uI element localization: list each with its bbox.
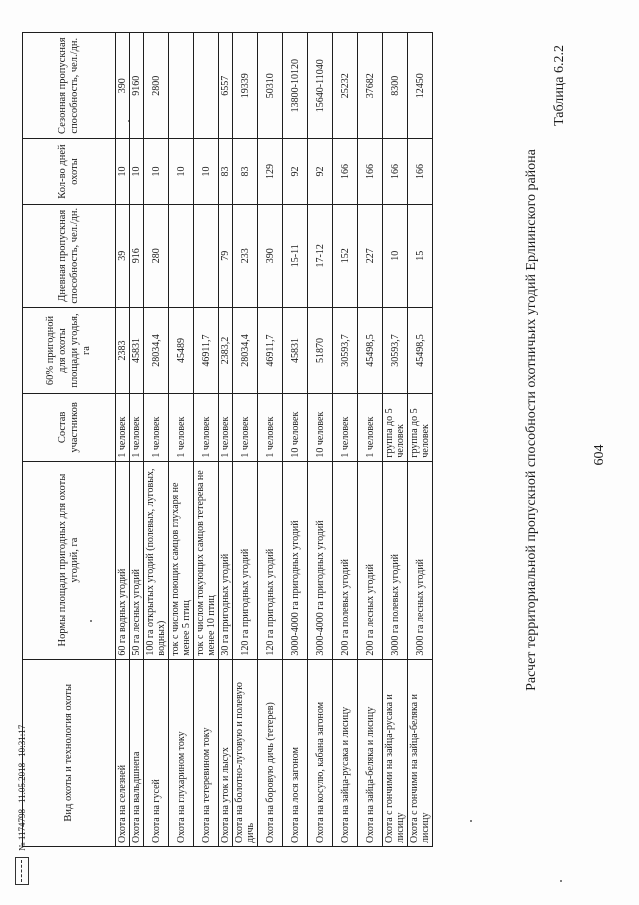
cell-area-norm: 3000 га лесных угодий [408,461,433,659]
cell-season-capacity: 13800-10120 [283,33,308,139]
cell-area-norm: 60 га водных угодий [116,461,130,659]
cell-hunt-days: 92 [308,139,333,204]
cell-hunt-type: Охота с гончими на зайца-беляка и лисицу [408,659,433,846]
cell-suitable-area: 2383 [116,307,130,393]
cell-hunt-type: Охота на селезней [116,659,130,846]
cell-hunt-days: 166 [358,139,383,204]
doc-time: 10:31:17 [17,724,27,757]
header-suitable-area: 60% пригодной для охоты площади угодья, га [23,307,116,393]
header-party: Состав участников [23,394,116,461]
table-row [194,33,219,847]
table-row [333,33,358,847]
cell-area-norm: 50 га лесных угодий [130,461,144,659]
table-row [383,33,408,847]
cell-hunt-type: Охота на уток и лысух [219,659,233,846]
cell-hunt-days: 166 [408,139,433,204]
cell-suitable-area: 45498,5 [408,307,433,393]
cell-hunt-days: 10 [194,139,219,204]
cell-hunt-days: 129 [258,139,283,204]
cell-party: 1 человек [130,394,144,461]
cell-party: 10 человек [308,394,333,461]
cell-hunt-type: Охота на глухарином току [169,659,194,846]
cell-suitable-area: 51870 [308,307,333,393]
cell-area-norm: ток с числом токующих самцов тетерева не менее 10 птиц [194,461,219,659]
table-row [116,33,130,847]
cell-hunt-type: Охота на болотно-луговую и полевую дичь [233,659,258,846]
cell-daily-capacity: 916 [130,204,144,307]
doc-date: 11.05.2018 [17,762,27,803]
cell-daily-capacity: 79 [219,204,233,307]
cell-suitable-area: 2383,2 [219,307,233,393]
capacity-table [22,32,433,847]
table-row [219,33,233,847]
cell-season-capacity: 50310 [258,33,283,139]
cell-daily-capacity: 15 [408,204,433,307]
cell-season-capacity: 9160 [130,33,144,139]
cell-hunt-type: Охота на лося загоном [283,659,308,846]
cell-party: 1 человек [219,394,233,461]
cell-season-capacity: 2800 [144,33,169,139]
cell-season-capacity: 25232 [333,33,358,139]
cell-suitable-area: 30593,7 [383,307,408,393]
cell-party: 1 человек [169,394,194,461]
cell-season-capacity: 15640-11040 [308,33,333,139]
cell-hunt-type: Охота на боровую дичь (тетерев) [258,659,283,846]
cell-hunt-days: 10 [144,139,169,204]
cell-area-norm: 3000 га полевых угодий [383,461,408,659]
table-caption: Таблица 6.2.2 [552,45,567,126]
cell-hunt-type: Охота с гончими на зайца-русака и лисицу [383,659,408,846]
page-number: 604 [592,444,607,466]
cell-hunt-days: 10 [116,139,130,204]
cell-suitable-area: 45831 [283,307,308,393]
cell-party: 1 человек [194,394,219,461]
cell-suitable-area: 46911,7 [258,307,283,393]
table-row [144,33,169,847]
cell-suitable-area: 45489 [169,307,194,393]
cell-hunt-days: 166 [383,139,408,204]
cell-daily-capacity: 233 [233,204,258,307]
table-row [258,33,283,847]
cell-area-norm: 30 га пригодных угодий [219,461,233,659]
cell-suitable-area: 30593,7 [333,307,358,393]
cell-hunt-type: Охота на тетеревином току [194,659,219,846]
header-hunt-days: Кол-во дней охоты [23,139,116,204]
cell-season-capacity: 12450 [408,33,433,139]
cell-hunt-days: 92 [283,139,308,204]
table-row [130,33,144,847]
cell-area-norm: 200 га полевых угодий [333,461,358,659]
cell-hunt-type: Охота на гусей [144,659,169,846]
cell-season-capacity [194,33,219,139]
table-title: Расчет территориальной пропускной способности охотничьих угодий Ерлиинского района [524,149,539,691]
cell-area-norm: ток с числом поющих самцов глухаря не менее 5 птиц [169,461,194,659]
cell-daily-capacity [194,204,219,307]
cell-party: 1 человек [233,394,258,461]
cell-hunt-type: Охота на вальдшнепа [130,659,144,846]
cell-suitable-area: 45498,5 [358,307,383,393]
cell-party: 1 человек [358,394,383,461]
cell-daily-capacity: 17-12 [308,204,333,307]
cell-season-capacity: 8300 [383,33,408,139]
cell-party: 1 человек [144,394,169,461]
header-season-capacity: Сезонная пропускная способность, чел./дн. [23,33,116,139]
cell-suitable-area: 28034,4 [144,307,169,393]
cell-party: 1 человек [116,394,130,461]
cell-hunt-type: Охота на зайца-русака и лисицу [333,659,358,846]
header-hunt-type: Вид охоты и технология охоты [23,659,116,846]
header-area-norm: Нормы площади пригодных для охоты угодий, га [23,461,116,659]
cell-daily-capacity: 152 [333,204,358,307]
cell-party: 1 человек [333,394,358,461]
cell-daily-capacity [169,204,194,307]
cell-party: 10 человек [283,394,308,461]
cell-suitable-area: 28034,4 [233,307,258,393]
cell-area-norm: 3000-4000 га пригодных угодий [308,461,333,659]
cell-daily-capacity: 390 [258,204,283,307]
cell-hunt-days: 10 [169,139,194,204]
cell-suitable-area: 45831 [130,307,144,393]
barcode-icon [15,857,29,885]
cell-area-norm: 200 га лесных угодий [358,461,383,659]
table-row [283,33,308,847]
doc-number: № 1174798 [17,808,27,851]
cell-season-capacity: 37682 [358,33,383,139]
header-daily-capacity: Дневная пропускная способность, чел./дн. [23,204,116,307]
cell-party: группа до 5 человек [383,394,408,461]
cell-daily-capacity: 227 [358,204,383,307]
cell-season-capacity: 6557 [219,33,233,139]
table-row [408,33,433,847]
header-row [23,33,116,847]
cell-hunt-days: 166 [333,139,358,204]
cell-daily-capacity: 15-11 [283,204,308,307]
cell-suitable-area: 46911,7 [194,307,219,393]
table-row [358,33,383,847]
cell-party: группа до 5 человек [408,394,433,461]
cell-hunt-days: 83 [219,139,233,204]
table-row [233,33,258,847]
cell-season-capacity: 390 [116,33,130,139]
cell-daily-capacity: 280 [144,204,169,307]
cell-hunt-days: 83 [233,139,258,204]
cell-party: 1 человек [258,394,283,461]
cell-season-capacity: 19339 [233,33,258,139]
table-row [169,33,194,847]
cell-area-norm: 120 га пригодных угодий [258,461,283,659]
cell-hunt-type: Охота на зайца-беляка и лисицу [358,659,383,846]
cell-hunt-days: 10 [130,139,144,204]
footer-stamp [8,725,36,885]
cell-area-norm: 100 га открытых угодий (полевых, луговых, водных) [144,461,169,659]
cell-daily-capacity: 39 [116,204,130,307]
cell-area-norm: 120 га пригодных угодий [233,461,258,659]
table-row [308,33,333,847]
cell-area-norm: 3000-4000 га пригодных угодий [283,461,308,659]
cell-season-capacity [169,33,194,139]
cell-hunt-type: Охота на косулю, кабана загоном [308,659,333,846]
cell-daily-capacity: 10 [383,204,408,307]
